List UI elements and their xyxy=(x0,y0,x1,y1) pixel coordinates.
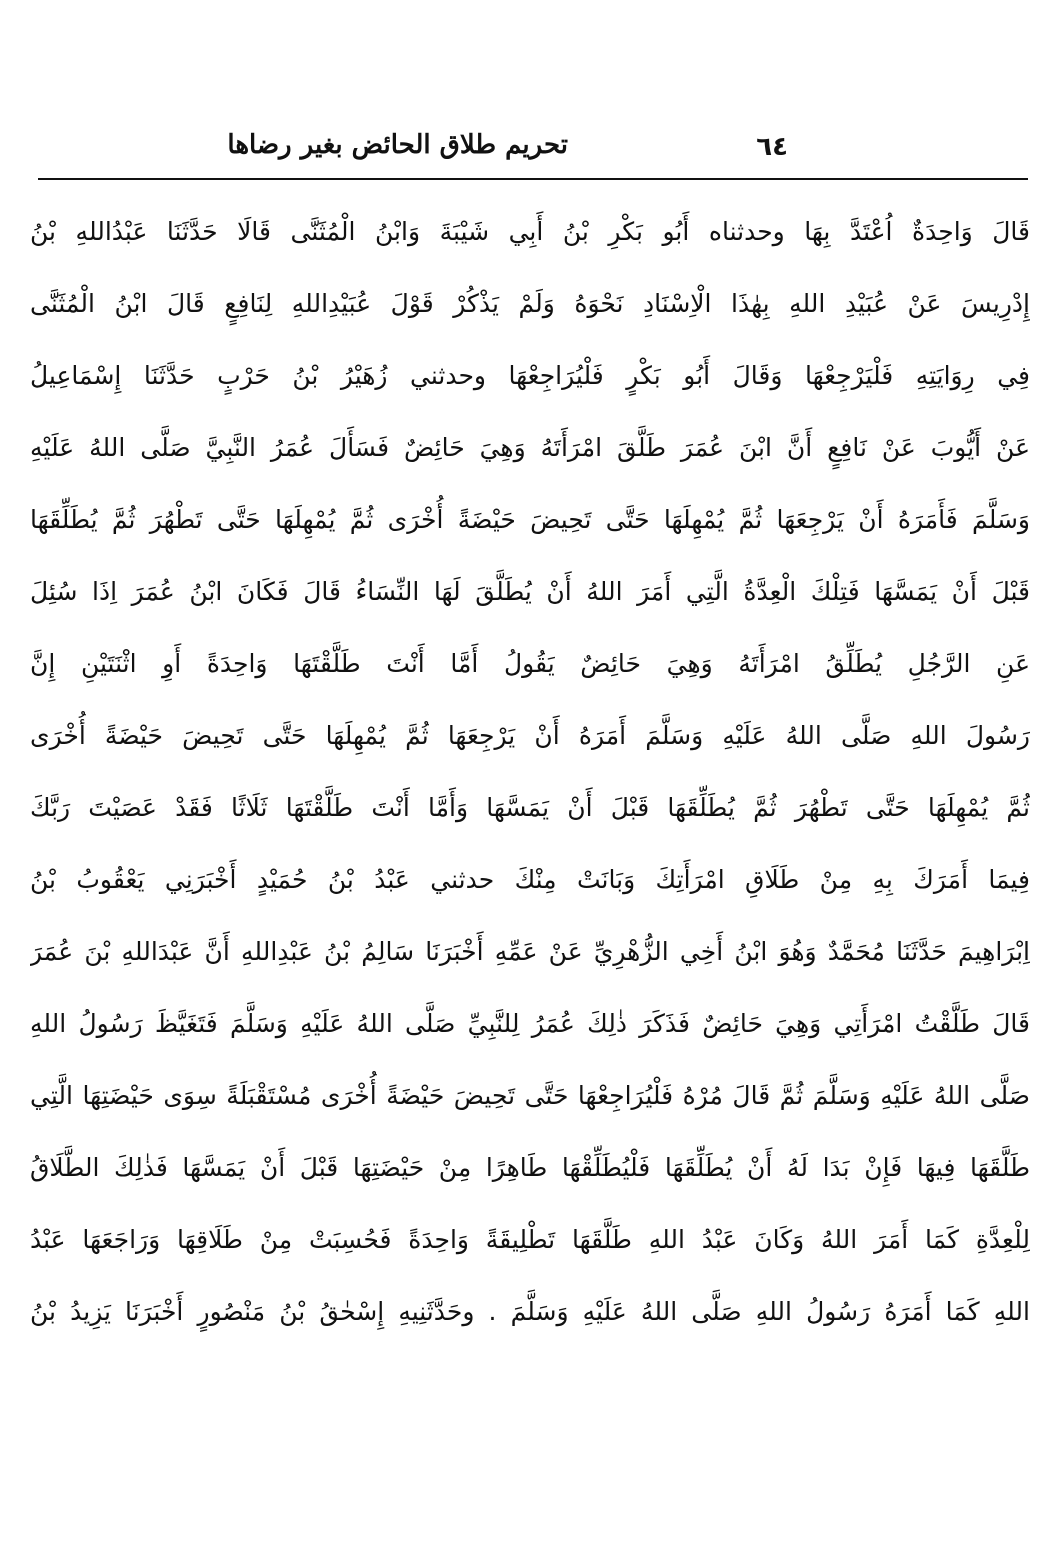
running-title: تحريم طلاق الحائض بغير رضاها xyxy=(227,130,568,160)
page-number: ٦٤ xyxy=(756,132,788,162)
text-line: طَلَّقَهَا فِيهَا فَإِنْ بَدَا لَهُ أَنْ يُطَلِّقَهَا فَلْيُطَلِّقْهَا طَاهِرًا مِنْ حَيْضَتِهَا قَبْلَ أَنْ يَمَسَّهَا فَذٰلِكَ الطَّلَاقُ xyxy=(30,1153,1030,1182)
header-rule xyxy=(38,178,1028,180)
text-line: قَالَ وَاحِدَةٌ اُعْتَدَّ بِهَا وحدثناه أَبُو بَكْرِ بْنُ أَبِي شَيْبَةَ وَابْنُ الْمُثَنَّى قَالَا حَدَّثَنَا عَبْدُاللهِ بْنُ xyxy=(30,217,1030,246)
text-line: قَبْلَ أَنْ يَمَسَّهَا فَتِلْكَ الْعِدَّةُ الَّتِي أَمَرَ اللهُ أَنْ يُطَلَّقَ لَهَا النِّسَاءُ قَالَ فَكَانَ ابْنُ عُمَرَ اِذَا سُئِلَ xyxy=(30,577,1030,606)
text-line: فِي رِوَايَتِهِ فَلْيَرْجِعْهَا وَقَالَ أَبُو بَكْرٍ فَلْيُرَاجِعْهَا وحدثني زُهَيْرُ بْنُ حَرْبٍ حَدَّثَنَا إِسْمَاعِيلُ xyxy=(30,361,1030,390)
text-line: صَلَّى اللهُ عَلَيْهِ وَسَلَّمَ ثُمَّ قَالَ مُرْهُ فَلْيُرَاجِعْهَا حَتَّى تَحِيضَ حَيْضَةً أُخْرَى مُسْتَقْبَلَةً سِوَى حَيْضَتِهَا الَّتِي xyxy=(30,1081,1030,1110)
text-line: ثُمَّ يُمْهِلَهَا حَتَّى تَطْهُرَ ثُمَّ يُطَلِّقَهَا قَبْلَ أَنْ يَمَسَّهَا وَأَمَّا أَنْتَ طَلَّقْتَهَا ثَلَاثًا فَقَدْ عَصَيْتَ رَبَّكَ xyxy=(30,793,1030,822)
text-line: قَالَ طَلَّقْتُ امْرَأَتِي وَهِيَ حَائِضٌ فَذَكَرَ ذٰلِكَ عُمَرُ لِلنَّبِيِّ صَلَّى اللهُ عَلَيْهِ وَسَلَّمَ فَتَغَيَّظَ رَسُولُ اللهِ xyxy=(30,1009,1030,1038)
page-header xyxy=(38,128,1028,178)
text-line: إِدْرِيسَ عَنْ عُبَيْدِ اللهِ بِهٰذَا الْاِسْنَادِ نَحْوَهُ وَلَمْ يَذْكُرْ قَوْلَ عُبَيْدِاللهِ لِنَافِعٍ قَالَ ابْنُ الْمُثَنَّى xyxy=(30,289,1030,318)
text-line: عَنْ أَيُّوبَ عَنْ نَافِعٍ أَنَّ ابْنَ عُمَرَ طَلَّقَ امْرَأَتَهُ وَهِيَ حَائِضٌ فَسَأَلَ عُمَرُ النَّبِيَّ صَلَّى اللهُ عَلَيْهِ xyxy=(30,433,1030,462)
text-line: عَنِ الرَّجُلِ يُطَلِّقُ امْرَأَتَهُ وَهِيَ حَائِضٌ يَقُولُ أَمَّا أَنْتَ طَلَّقْتَهَا وَاحِدَةً أَوِ اثْنَتَيْنِ إِنَّ xyxy=(30,649,1030,678)
body-text xyxy=(30,196,1030,1348)
text-line: لِلْعِدَّةِ كَمَا أَمَرَ اللهُ وَكَانَ عَبْدُ اللهِ طَلَّقَهَا تَطْلِيقَةً وَاحِدَةً فَحُسِبَتْ مِنْ طَلَاقِهَا وَرَاجَعَهَا عَبْدُ xyxy=(30,1225,1030,1254)
text-line: وَسَلَّمَ فَأَمَرَهُ أَنْ يَرْجِعَهَا ثُمَّ يُمْهِلَهَا حَتَّى تَحِيضَ حَيْضَةً أُخْرَى ثُمَّ يُمْهِلَهَا حَتَّى تَطْهُرَ ثُمَّ يُطَلِّقَهَا xyxy=(30,505,1030,534)
text-line: فِيمَا أَمَرَكَ بِهِ مِنْ طَلَاقِ امْرَأَتِكَ وَبَانَتْ مِنْكَ حدثني عَبْدُ بْنُ حُمَيْدٍ أَخْبَرَنِي يَعْقُوبُ بْنُ xyxy=(30,865,1030,894)
text-line: اللهِ كَمَا أَمَرَهُ رَسُولُ اللهِ صَلَّى اللهُ عَلَيْهِ وَسَلَّمَ . وحَدَّثَنِيهِ إِسْحٰقُ بْنُ مَنْصُورٍ أَخْبَرَنَا يَزِيدُ بْنُ xyxy=(30,1297,1030,1326)
text-line: رَسُولَ اللهِ صَلَّى اللهُ عَلَيْهِ وَسَلَّمَ أَمَرَهُ أَنْ يَرْجِعَهَا ثُمَّ يُمْهِلَهَا حَتَّى تَحِيضَ حَيْضَةً أُخْرَى xyxy=(30,721,1030,750)
text-line: اِبْرَاهِيمَ حَدَّثَنَا مُحَمَّدٌ وَهُوَ ابْنُ أَخِي الزُّهْرِيِّ عَنْ عَمِّهِ أَخْبَرَنَا سَالِمُ بْنُ عَبْدِاللهِ أَنَّ عَبْدَاللهِ بْنَ عُمَرَ xyxy=(30,937,1030,966)
